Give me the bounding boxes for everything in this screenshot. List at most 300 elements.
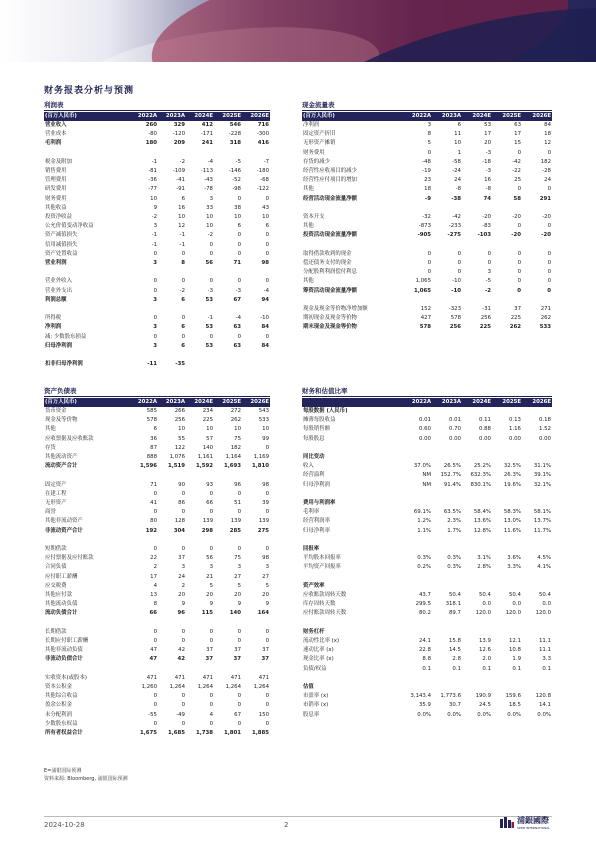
value-cell: 262 bbox=[540, 315, 551, 322]
table-row bbox=[44, 499, 270, 508]
value-cell bbox=[130, 305, 158, 314]
logo-subtext: SPDB INTERNATIONAL bbox=[517, 826, 551, 830]
value-cell: -24 bbox=[452, 168, 461, 175]
income-section-title: 利润表 bbox=[44, 101, 64, 109]
table-row bbox=[44, 573, 270, 582]
row-label: 现金及等价物 bbox=[45, 417, 78, 424]
value-cell bbox=[432, 683, 462, 692]
value-cell: 5 bbox=[427, 140, 431, 147]
value-cell: 23 bbox=[424, 177, 431, 184]
value-cell: 190.9 bbox=[475, 693, 491, 700]
value-cell: 58.3% bbox=[503, 509, 521, 516]
value-cell: 53 bbox=[205, 296, 213, 303]
table-row bbox=[302, 701, 552, 710]
value-cell bbox=[522, 296, 552, 305]
value-cell: 0 bbox=[209, 490, 213, 497]
table-row bbox=[44, 619, 270, 628]
value-cell: 12.6 bbox=[478, 647, 491, 654]
value-cell: 58.4% bbox=[473, 509, 491, 516]
row-label: 市销率 (x) bbox=[303, 702, 329, 709]
value-cell: 0 bbox=[237, 241, 241, 248]
table-row bbox=[302, 425, 552, 434]
value-cell: 139 bbox=[258, 518, 269, 525]
value-cell: 10 bbox=[206, 214, 213, 221]
row-label bbox=[302, 204, 402, 213]
table-row bbox=[302, 213, 552, 222]
ratios-section-rule bbox=[302, 396, 552, 397]
value-cell: 96 bbox=[234, 481, 241, 488]
value-cell bbox=[214, 351, 242, 360]
value-cell: 0.0% bbox=[447, 711, 461, 718]
value-cell: 0 bbox=[153, 720, 157, 727]
value-cell: 3 bbox=[181, 564, 185, 571]
table-row bbox=[302, 471, 552, 480]
value-cell: -300 bbox=[256, 131, 269, 138]
table-row bbox=[302, 453, 552, 462]
value-cell: 0 bbox=[237, 693, 241, 700]
header-year-cell: 2024E bbox=[186, 398, 214, 407]
table-row bbox=[302, 692, 552, 701]
value-cell: 56 bbox=[205, 260, 213, 267]
value-cell: 578 bbox=[419, 324, 431, 331]
table-row bbox=[302, 158, 552, 167]
row-label bbox=[44, 149, 130, 158]
value-cell: 86 bbox=[178, 500, 185, 507]
value-cell: 17 bbox=[514, 131, 521, 138]
value-cell: 285 bbox=[229, 527, 241, 534]
row-label: 偿还债务支付的现金 bbox=[303, 260, 352, 267]
table-row bbox=[44, 490, 270, 499]
value-cell: 1,264 bbox=[253, 684, 269, 691]
value-cell bbox=[186, 360, 214, 369]
value-cell: 0 bbox=[209, 546, 213, 553]
value-cell bbox=[432, 241, 462, 250]
table-row bbox=[44, 323, 270, 332]
table-row bbox=[302, 646, 552, 655]
table-row bbox=[302, 499, 552, 508]
value-cell: 0 bbox=[265, 333, 269, 340]
value-cell: 11.1 bbox=[538, 638, 551, 644]
value-cell: -20 bbox=[542, 214, 551, 221]
value-cell: 225 bbox=[202, 417, 213, 424]
value-cell: 0 bbox=[181, 638, 185, 645]
value-cell bbox=[522, 674, 552, 683]
table-row bbox=[44, 204, 270, 213]
value-cell bbox=[402, 573, 432, 582]
row-label: 研发费用 bbox=[45, 186, 67, 193]
row-label: 固定资产折旧 bbox=[303, 131, 336, 138]
header-year-cell: 2025E bbox=[214, 112, 242, 121]
value-cell: 0 bbox=[209, 720, 213, 727]
table-row bbox=[44, 130, 270, 139]
row-label: 其他收益 bbox=[45, 204, 67, 211]
table-row bbox=[44, 167, 270, 176]
value-cell: 0.00 bbox=[508, 435, 521, 442]
value-cell: 0 bbox=[237, 490, 241, 497]
value-cell: 17 bbox=[150, 573, 157, 580]
table-row bbox=[44, 314, 270, 323]
value-cell: 15.8 bbox=[448, 638, 461, 644]
value-cell: -20 bbox=[482, 214, 491, 221]
header-year-cell: 2025E bbox=[492, 398, 522, 407]
table-row bbox=[302, 563, 552, 572]
row-label bbox=[44, 305, 130, 314]
ratios-table bbox=[302, 398, 552, 720]
value-cell: -42 bbox=[452, 214, 461, 221]
value-cell bbox=[402, 683, 432, 692]
value-cell: 0.0 bbox=[482, 601, 491, 608]
table-row bbox=[44, 333, 270, 342]
value-cell: 24 bbox=[454, 177, 461, 184]
value-cell bbox=[402, 204, 432, 213]
value-cell: 20 bbox=[206, 592, 213, 599]
value-cell: 209 bbox=[173, 140, 185, 147]
value-cell bbox=[158, 665, 186, 674]
value-cell: -77 bbox=[148, 186, 157, 193]
value-cell: 0 bbox=[517, 278, 521, 285]
value-cell bbox=[522, 545, 552, 554]
row-label bbox=[44, 471, 130, 480]
value-cell: 1,519 bbox=[167, 463, 185, 470]
table-row bbox=[44, 582, 270, 591]
value-cell: 0 bbox=[209, 250, 213, 257]
table-row bbox=[302, 185, 552, 194]
value-cell: 830.1% bbox=[470, 481, 491, 488]
table-header-row bbox=[44, 398, 270, 407]
value-cell: 0 bbox=[209, 509, 213, 516]
value-cell: -4 bbox=[263, 287, 269, 294]
value-cell: 1.16 bbox=[508, 426, 521, 433]
value-cell: 0 bbox=[265, 232, 269, 239]
value-cell bbox=[186, 149, 214, 158]
value-cell: 318.1 bbox=[445, 601, 461, 608]
value-cell: 329 bbox=[173, 122, 185, 128]
row-label: 应交税费 bbox=[45, 582, 67, 589]
table-row bbox=[302, 665, 552, 674]
value-cell: 84 bbox=[261, 342, 269, 349]
value-cell: 1,161 bbox=[197, 454, 213, 461]
value-cell: -10 bbox=[451, 287, 461, 294]
value-cell: 6 bbox=[237, 223, 241, 230]
value-cell: 0 bbox=[153, 546, 157, 553]
value-cell: 42 bbox=[178, 647, 185, 654]
value-cell: 318 bbox=[229, 140, 241, 147]
row-label: 毛利润 bbox=[45, 140, 62, 147]
value-cell: -233 bbox=[448, 223, 461, 230]
table-row bbox=[44, 407, 270, 416]
value-cell: 63 bbox=[233, 342, 241, 349]
header-year-cell: 2022A bbox=[130, 398, 158, 407]
value-cell bbox=[492, 407, 522, 416]
value-cell: 39 bbox=[262, 500, 269, 507]
value-cell: 0 bbox=[517, 269, 521, 276]
value-cell: 0 bbox=[209, 693, 213, 700]
row-label: 管理费用 bbox=[45, 177, 67, 184]
value-cell bbox=[158, 268, 186, 277]
table-row bbox=[44, 554, 270, 563]
value-cell: 0 bbox=[265, 702, 269, 709]
header-year-cell: 2022A bbox=[130, 112, 158, 121]
row-label: 营业外收入 bbox=[45, 278, 72, 285]
value-cell bbox=[158, 305, 186, 314]
value-cell: 1,264 bbox=[169, 684, 185, 691]
header-year-cell: 2022A bbox=[402, 398, 432, 407]
value-cell bbox=[432, 628, 462, 637]
value-cell: -122 bbox=[256, 186, 269, 193]
value-cell: 152.7% bbox=[440, 472, 461, 479]
value-cell: 0.0% bbox=[417, 711, 431, 718]
table-row bbox=[302, 655, 552, 664]
value-cell: 0 bbox=[181, 315, 185, 322]
value-cell: 182 bbox=[230, 444, 241, 451]
value-cell: 5 bbox=[237, 582, 241, 589]
value-cell: 24 bbox=[544, 177, 551, 184]
value-cell: 471 bbox=[146, 674, 157, 681]
table-row bbox=[44, 600, 270, 609]
value-cell: 0.88 bbox=[478, 426, 491, 433]
table-row bbox=[44, 711, 270, 720]
value-cell: 8 bbox=[181, 260, 185, 267]
value-cell: 0.1 bbox=[482, 665, 491, 672]
value-cell: 416 bbox=[257, 140, 269, 147]
value-cell bbox=[214, 149, 242, 158]
row-label: 营业外支出 bbox=[45, 287, 72, 294]
value-cell: 13.6% bbox=[473, 518, 491, 525]
header-year-cell: 2023A bbox=[432, 112, 462, 121]
row-label: 未分配利润 bbox=[45, 711, 72, 718]
value-cell: 4.5% bbox=[537, 555, 551, 562]
value-cell: 27 bbox=[234, 573, 241, 580]
value-cell: 262 bbox=[509, 324, 521, 331]
value-cell: 20 bbox=[262, 592, 269, 599]
value-cell bbox=[462, 582, 492, 591]
value-cell: 5 bbox=[209, 582, 213, 589]
value-cell bbox=[462, 674, 492, 683]
value-cell: 1 bbox=[457, 149, 461, 156]
value-cell: -2 bbox=[207, 232, 213, 239]
value-cell bbox=[432, 582, 462, 591]
row-label: 期初现金及现金等价物 bbox=[303, 315, 357, 322]
value-cell: 10 bbox=[206, 426, 213, 433]
table-row bbox=[44, 139, 270, 148]
table-row bbox=[302, 323, 552, 332]
row-label: 应付账款周转天数 bbox=[303, 610, 347, 617]
value-cell: 0 bbox=[181, 333, 185, 340]
value-cell: 122 bbox=[174, 444, 185, 451]
row-label: 公允价值变动净收益 bbox=[45, 223, 94, 230]
table-row bbox=[44, 481, 270, 490]
value-cell: -80 bbox=[148, 131, 157, 138]
value-cell: 3 bbox=[153, 342, 157, 349]
row-label: 其他流动负债 bbox=[45, 601, 78, 608]
value-cell: 9 bbox=[181, 601, 185, 608]
value-cell: 578 bbox=[146, 417, 157, 424]
value-cell: 0.0% bbox=[537, 711, 551, 718]
table-row bbox=[44, 149, 270, 158]
value-cell: 0 bbox=[547, 278, 551, 285]
value-cell bbox=[432, 407, 462, 416]
value-cell: 37 bbox=[233, 656, 241, 663]
row-label: 实收资本(或股本) bbox=[45, 674, 87, 681]
table-row bbox=[44, 176, 270, 185]
row-label: 归母净利率 bbox=[303, 527, 330, 534]
value-cell bbox=[402, 499, 432, 508]
value-cell: 16 bbox=[178, 204, 185, 211]
header-year-cell: 2025E bbox=[492, 112, 522, 121]
value-cell bbox=[402, 545, 432, 554]
value-cell bbox=[158, 471, 186, 480]
balance-section-title: 资产负债表 bbox=[44, 387, 77, 395]
value-cell: 471 bbox=[174, 674, 185, 681]
row-label: 在建工程 bbox=[45, 490, 67, 497]
value-cell: 1,885 bbox=[251, 730, 269, 737]
table-row bbox=[44, 729, 270, 738]
table-row bbox=[302, 683, 552, 692]
value-cell bbox=[214, 665, 242, 674]
table-row bbox=[302, 490, 552, 499]
row-label: 销售费用 bbox=[45, 168, 67, 174]
value-cell: 42 bbox=[177, 656, 185, 663]
value-cell bbox=[522, 536, 552, 545]
value-cell: -20 bbox=[511, 232, 521, 239]
value-cell bbox=[432, 444, 462, 453]
value-cell: 0 bbox=[237, 250, 241, 257]
row-label: 扣非归母净利润 bbox=[45, 361, 83, 368]
value-cell: 304 bbox=[173, 527, 185, 534]
header-year-cell: 2026E bbox=[522, 112, 552, 121]
table-row bbox=[44, 231, 270, 240]
value-cell: -323 bbox=[448, 306, 461, 313]
table-row bbox=[302, 609, 552, 618]
value-cell: 120.0 bbox=[505, 610, 521, 617]
value-cell: -275 bbox=[447, 232, 461, 239]
table-row bbox=[44, 259, 270, 268]
value-cell: 71 bbox=[233, 260, 241, 267]
value-cell: 0 bbox=[209, 278, 213, 285]
value-cell: 3 bbox=[153, 223, 157, 230]
value-cell: 0 bbox=[237, 628, 241, 635]
row-label: 货币资金 bbox=[45, 408, 67, 414]
value-cell: 0.0% bbox=[477, 711, 491, 718]
value-cell: 16 bbox=[484, 177, 491, 184]
value-cell: 0 bbox=[181, 250, 185, 257]
value-cell: 0 bbox=[209, 638, 213, 645]
value-cell: 0 bbox=[181, 509, 185, 516]
value-cell: 10 bbox=[206, 223, 213, 230]
value-cell: 1,264 bbox=[197, 684, 213, 691]
value-cell bbox=[402, 453, 432, 462]
table-row bbox=[44, 545, 270, 554]
value-cell: 0.13 bbox=[508, 417, 521, 424]
value-cell: 0 bbox=[517, 149, 521, 156]
value-cell bbox=[432, 545, 462, 554]
value-cell: 11.7% bbox=[533, 527, 551, 534]
value-cell: 0 bbox=[265, 195, 269, 202]
value-cell: 2.3% bbox=[447, 518, 461, 525]
value-cell: 10 bbox=[150, 195, 157, 202]
value-cell bbox=[158, 149, 186, 158]
value-cell bbox=[522, 453, 552, 462]
value-cell: 275 bbox=[257, 527, 269, 534]
ratios-section-title: 财务和估值比率 bbox=[302, 387, 348, 395]
value-cell: -32 bbox=[422, 214, 431, 221]
value-cell: 53 bbox=[205, 342, 213, 349]
table-row bbox=[44, 471, 270, 480]
value-cell: 0 bbox=[517, 250, 521, 257]
table-row bbox=[44, 277, 270, 286]
value-cell: 50.4 bbox=[538, 592, 551, 598]
value-cell: 0.00 bbox=[478, 435, 491, 442]
value-cell: 10 bbox=[262, 426, 269, 433]
value-cell: 0 bbox=[181, 693, 185, 700]
value-cell: 67 bbox=[234, 711, 241, 718]
value-cell: 271 bbox=[540, 306, 551, 313]
table-row bbox=[44, 674, 270, 683]
table-row bbox=[302, 508, 552, 517]
value-cell: 43.7 bbox=[418, 592, 431, 598]
row-label: 无形资产 bbox=[45, 500, 67, 507]
value-cell: 51 bbox=[234, 500, 241, 507]
value-cell: 1,260 bbox=[141, 684, 157, 691]
value-cell: 13 bbox=[150, 592, 157, 599]
value-cell: 3.3% bbox=[507, 564, 521, 571]
value-cell bbox=[186, 536, 214, 545]
header-year-cell: 2024E bbox=[462, 398, 492, 407]
value-cell: 3,143.4 bbox=[410, 693, 431, 700]
value-cell: 888 bbox=[146, 454, 157, 461]
value-cell: NM bbox=[422, 472, 431, 479]
value-cell: 1.1% bbox=[417, 527, 431, 534]
value-cell: 91.4% bbox=[443, 481, 461, 488]
value-cell: 0.1 bbox=[422, 665, 431, 672]
value-cell: 1.9 bbox=[512, 656, 521, 663]
value-cell bbox=[242, 619, 270, 628]
value-cell bbox=[186, 665, 214, 674]
value-cell: 25 bbox=[514, 177, 521, 184]
value-cell: 94 bbox=[261, 296, 269, 303]
value-cell: 115 bbox=[201, 610, 213, 617]
value-cell bbox=[242, 665, 270, 674]
value-cell: 3 bbox=[153, 324, 157, 331]
row-label: 财务杠杆 bbox=[303, 628, 325, 635]
value-cell: -5 bbox=[235, 158, 241, 165]
value-cell: -1 bbox=[179, 241, 185, 248]
value-cell: 0 bbox=[265, 490, 269, 497]
value-cell: 0 bbox=[547, 287, 551, 294]
row-label: 现金及现金等价物净增加额 bbox=[303, 306, 368, 313]
value-cell: -20 bbox=[512, 214, 521, 221]
value-cell: 0 bbox=[153, 628, 157, 635]
value-cell: 20 bbox=[234, 592, 241, 599]
value-cell: -113 bbox=[200, 168, 213, 174]
row-label: 应付职工薪酬 bbox=[45, 573, 78, 580]
value-cell: 0 bbox=[237, 546, 241, 553]
value-cell: 0 bbox=[427, 250, 431, 257]
value-cell bbox=[462, 545, 492, 554]
row-label: 其他流动资产 bbox=[45, 454, 78, 461]
value-cell: 0.18 bbox=[538, 417, 551, 424]
row-label: 同比变动 bbox=[303, 454, 325, 460]
value-cell bbox=[522, 204, 552, 213]
value-cell: -10 bbox=[452, 278, 461, 285]
table-row bbox=[302, 481, 552, 490]
value-cell: 11 bbox=[454, 131, 461, 138]
value-cell: 298 bbox=[201, 527, 213, 534]
value-cell: 10 bbox=[178, 426, 185, 433]
value-cell: -83 bbox=[482, 223, 491, 230]
row-label: 取得借款收到的现金 bbox=[303, 250, 352, 257]
value-cell: 4.1% bbox=[537, 564, 551, 571]
